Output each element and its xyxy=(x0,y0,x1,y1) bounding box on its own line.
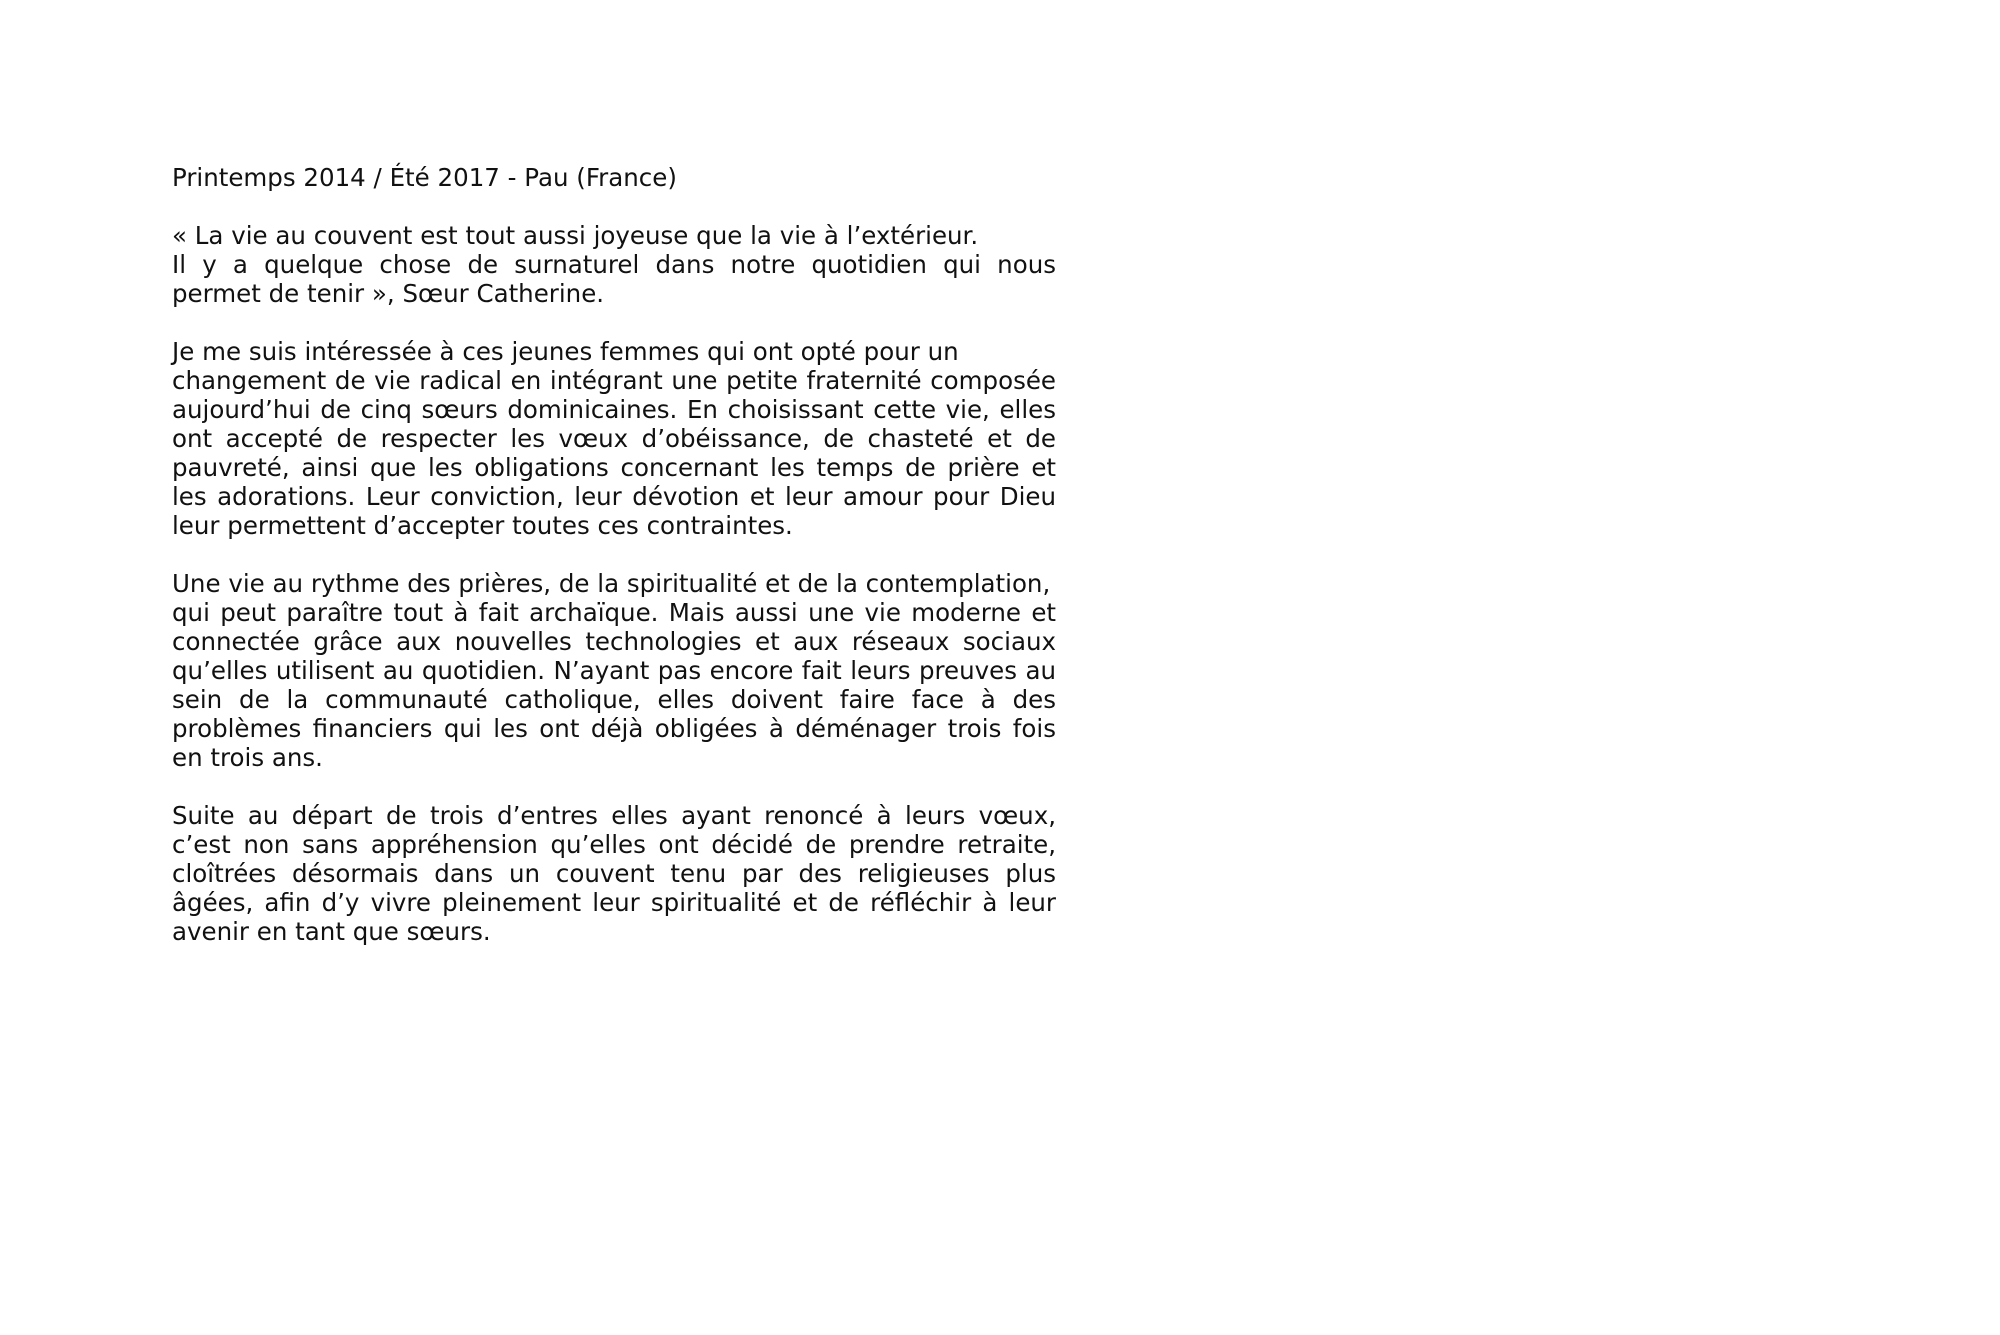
paragraph-2-line-1: Une vie au rythme des prières, de la spiritualité et de la contemplation, xyxy=(172,569,1051,598)
document-heading: Printemps 2014 / Été 2017 - Pau (France) xyxy=(172,163,677,192)
paragraph-3: Suite au départ de trois d’entres elles ayant renoncé à leurs vœux, c’est non sans appréhension qu’elles ont décidé de prendre retraite, cloîtrées désormais dans un couvent tenu par des religieuses plus âgées, afin d’y vivre pleinement leur spiritualité et de réfléchir à leur avenir en tant que sœurs. xyxy=(172,801,1056,946)
paragraph-2 xyxy=(172,569,1056,772)
text-block xyxy=(172,163,1056,946)
paragraph-1 xyxy=(172,337,1056,540)
quote-line-2: Il y a quelque chose de surnaturel dans notre quotidien qui nous permet de tenir », Sœur Catherine. xyxy=(172,250,1056,308)
quote-line-1: « La vie au couvent est tout aussi joyeuse que la vie à l’extérieur. xyxy=(172,221,979,250)
paragraph-1-line-1: Je me suis intéressée à ces jeunes femmes qui ont opté pour un xyxy=(172,337,959,366)
quote-paragraph xyxy=(172,221,1056,308)
paragraph-1-body: changement de vie radical en intégrant une petite fraternité composée aujourd’hui de cinq sœurs dominicaines. En choisissant cette vie, elles ont accepté de respecter les vœux d’obéissance, de chasteté et de pauvreté, ainsi que les obligations concernant les temps de prière et les adorations. Leur conviction, leur dévotion et leur amour pour Dieu leur permettent d’accepter toutes ces contraintes. xyxy=(172,366,1056,540)
paragraph-2-body: qui peut paraître tout à fait archaïque. Mais aussi une vie moderne et connectée grâce aux nouvelles technologies et aux réseaux sociaux qu’elles utilisent au quotidien. N’ayant pas encore fait leurs preuves au sein de la communauté catholique, elles doivent faire face à des problèmes financiers qui les ont déjà obligées à déménager trois fois en trois ans. xyxy=(172,598,1056,772)
